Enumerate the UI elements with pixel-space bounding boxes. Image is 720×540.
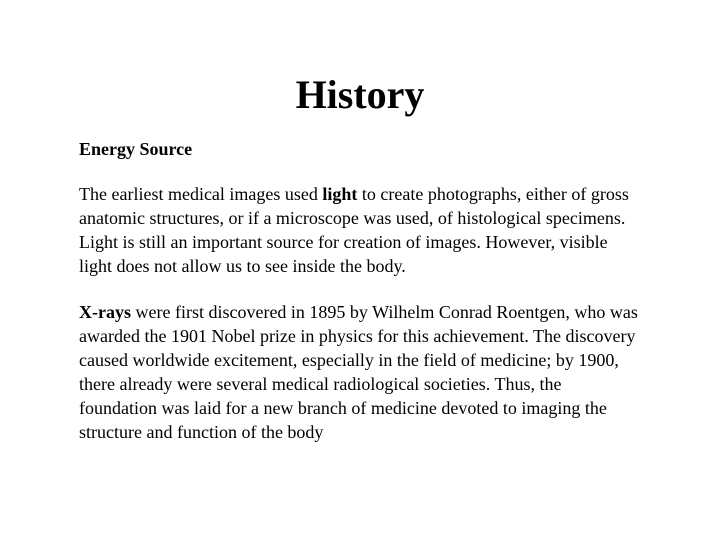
section-subheading: Energy Source xyxy=(79,139,193,159)
paragraph-xrays-text-after: were first discovered in 1895 by Wilhelm Conrad Roentgen, who was awarded the 1901 Nobel prize in physics for this achievement. The discovery caused worldwide excitement, especially in the field of medicine; by 1900, there already were several medical radiological societies. Thus, the foundation was laid for a new branch of medicine devoted to imaging the structure and function of the body xyxy=(79,302,638,442)
page-title: History xyxy=(295,72,425,117)
paragraph-light-text-before: The earliest medical images used xyxy=(79,184,323,204)
paragraph-light xyxy=(79,182,639,278)
paragraph-light-text-after: to create photographs, either of gross anatomic structures, or if a microscope was used, of histological specimens. Light is still an important source for creation of images. However, visible light does not allow us to see inside the body. xyxy=(79,184,629,276)
emphasis-light: light xyxy=(322,184,358,204)
emphasis-xrays: X-rays xyxy=(79,302,131,322)
paragraph-xrays xyxy=(79,300,639,444)
slide-body xyxy=(79,137,639,444)
